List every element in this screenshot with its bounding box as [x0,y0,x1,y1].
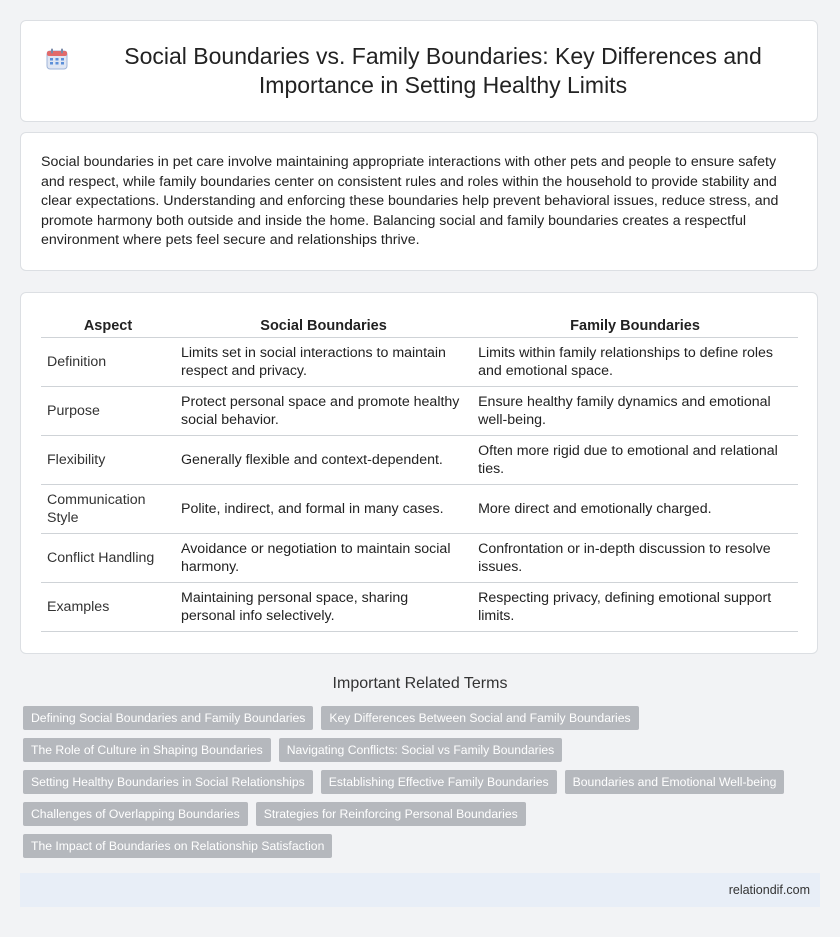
row-aspect: Conflict Handling [41,534,175,583]
row-aspect: Communication Style [41,485,175,534]
page-title: Social Boundaries vs. Family Boundaries: Key Differences and Importance in Setting Healthy Limits [124,43,762,98]
table-row [41,338,798,387]
related-term-tag[interactable]: Challenges of Overlapping Boundaries [23,802,248,826]
row-aspect: Flexibility [41,436,175,485]
row-aspect: Definition [41,338,175,387]
related-term-tag[interactable]: The Role of Culture in Shaping Boundaries [23,738,271,762]
related-term-tag[interactable]: Establishing Effective Family Boundaries [321,770,557,794]
row-social: Maintaining personal space, sharing personal info selectively. [175,583,472,632]
row-social: Generally flexible and context-dependent. [175,436,472,485]
row-family: Confrontation or in-depth discussion to resolve issues. [472,534,798,583]
header-social: Social Boundaries [175,316,472,338]
row-family: Limits within family relationships to define roles and emotional space. [472,338,798,387]
related-term-tag[interactable]: Defining Social Boundaries and Family Boundaries [23,706,313,730]
row-social: Protect personal space and promote healthy social behavior. [175,387,472,436]
table-row [41,436,798,485]
table-row [41,387,798,436]
row-aspect: Purpose [41,387,175,436]
row-social: Polite, indirect, and formal in many cases. [175,485,472,534]
comparison-table-card [20,292,818,654]
row-social: Avoidance or negotiation to maintain social harmony. [175,534,472,583]
header-card [20,20,818,122]
related-term-tag[interactable]: Navigating Conflicts: Social vs Family Boundaries [279,738,563,762]
header-aspect: Aspect [41,316,175,338]
row-social: Limits set in social interactions to maintain respect and privacy. [175,338,472,387]
calendar-icon [45,47,69,71]
footer-site-link[interactable]: relationdif.com [728,883,810,897]
table-row [41,534,798,583]
row-family: Respecting privacy, defining emotional support limits. [472,583,798,632]
header-family: Family Boundaries [472,316,798,338]
row-family: Often more rigid due to emotional and relational ties. [472,436,798,485]
row-aspect: Examples [41,583,175,632]
related-term-tag[interactable]: Boundaries and Emotional Well-being [565,770,785,794]
table-row [41,485,798,534]
footer [20,873,820,907]
related-term-tag[interactable]: Key Differences Between Social and Family Boundaries [321,706,638,730]
related-term-tag[interactable]: Setting Healthy Boundaries in Social Relationships [23,770,313,794]
row-family: More direct and emotionally charged. [472,485,798,534]
related-terms-list [23,706,813,858]
table-header-row [41,316,798,338]
related-term-tag[interactable]: Strategies for Reinforcing Personal Boundaries [256,802,526,826]
table-row [41,583,798,632]
related-term-tag[interactable]: The Impact of Boundaries on Relationship Satisfaction [23,834,332,858]
row-family: Ensure healthy family dynamics and emotional well-being. [472,387,798,436]
related-terms-title: Important Related Terms [332,675,508,692]
intro-paragraph: Social boundaries in pet care involve maintaining appropriate interactions with other pets and people to ensure safety and respect, while family boundaries center on consistent rules and roles within the household to provide stability and clear expectations. Understanding and enforcing these boundaries help prevent behavioral issues, reduce stress, and promote harmony both outside and inside the home. Balancing social and family boundaries creates a respectful environment where pets feel secure and relationships thrive. [41,154,779,249]
comparison-table [41,316,798,632]
intro-card [20,132,818,271]
